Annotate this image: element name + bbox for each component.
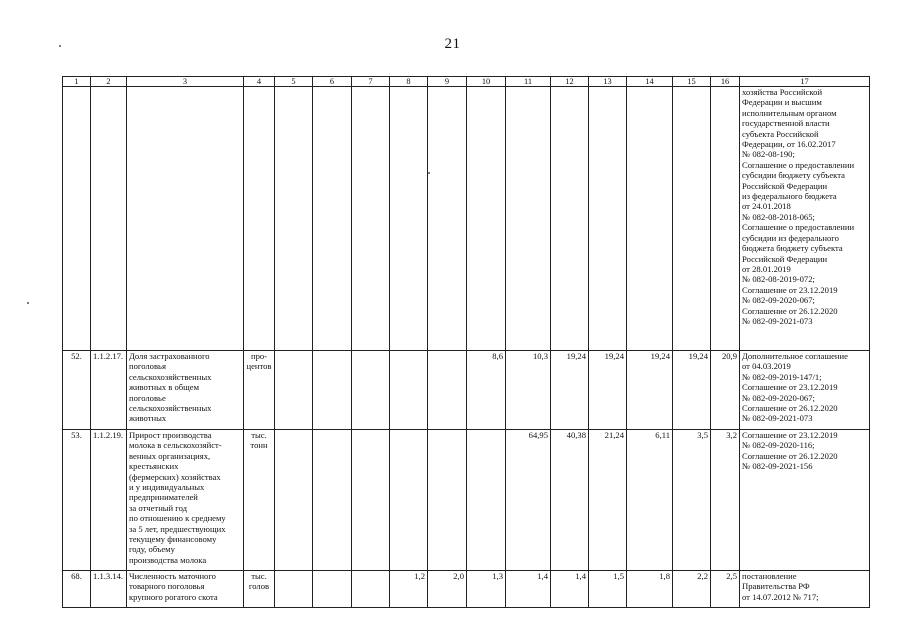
cell-basis-document: хозяйства Российской Федерации и высшим исполнительным органом государственной власти субъекта Российской Федерации, от 16.02.2017 № 082-08-190; Соглашение о предоставлении субсидии бюджету субъекта Российской Федерации из федерального бюджета от 24.01.2018 № 082-08-2018-065; Соглашение о предоставлении субсидии из федерального бюджета бюджету субъекта Российской Федерации от 28.01.2019 № 082-08-2019-072; Соглашение от 23.12.2019 № 082-09-2020-067; Соглашение от 26.12.2020 № 082-09-2021-073 [740, 87, 870, 351]
cell-value: 1,8 [627, 571, 673, 608]
cell-value [506, 87, 551, 351]
cell-value [352, 87, 390, 351]
cell-value [390, 351, 428, 430]
cell-value [275, 351, 313, 430]
cell-unit: тыс. тонн [244, 430, 275, 571]
column-number: 14 [627, 77, 673, 87]
column-number: 6 [313, 77, 352, 87]
cell-value: 1,4 [506, 571, 551, 608]
column-number: 5 [275, 77, 313, 87]
cell-value: 19,24 [627, 351, 673, 430]
column-number: 13 [589, 77, 627, 87]
scan-speck [27, 302, 29, 304]
cell-value [313, 430, 352, 571]
column-number: 12 [551, 77, 589, 87]
table-row [63, 351, 870, 430]
cell-value [711, 87, 740, 351]
cell-item-code: 1.1.2.19. [91, 430, 127, 571]
cell-value: 8,6 [467, 351, 506, 430]
column-number: 11 [506, 77, 551, 87]
cell-value [275, 430, 313, 571]
page-number: 21 [444, 36, 461, 52]
cell-value: 64,95 [506, 430, 551, 571]
column-number: 8 [390, 77, 428, 87]
cell-value [428, 351, 467, 430]
cell-value: 1,4 [551, 571, 589, 608]
cell-value [673, 87, 711, 351]
column-number: 3 [127, 77, 244, 87]
cell-value: 2,0 [428, 571, 467, 608]
cell-basis-document: постановление Правительства РФ от 14.07.2012 № 717; [740, 571, 870, 608]
table-row [63, 430, 870, 571]
cell-unit: тыс. голов [244, 571, 275, 608]
cell-value: 3,2 [711, 430, 740, 571]
cell-value: 19,24 [673, 351, 711, 430]
cell-value: 1,5 [589, 571, 627, 608]
cell-value [428, 430, 467, 571]
column-number: 9 [428, 77, 467, 87]
cell-row-number: 53. [63, 430, 91, 571]
cell-item-code [91, 87, 127, 351]
cell-value [275, 87, 313, 351]
column-number: 2 [91, 77, 127, 87]
cell-value [627, 87, 673, 351]
column-number: 4 [244, 77, 275, 87]
cell-value: 19,24 [551, 351, 589, 430]
table-row [63, 571, 870, 608]
cell-indicator-name: Численность маточного товарного поголовья крупного рогатого скота [127, 571, 244, 608]
cell-value: 21,24 [589, 430, 627, 571]
scan-speck [59, 45, 61, 47]
cell-value [390, 87, 428, 351]
cell-value [352, 351, 390, 430]
cell-value [352, 571, 390, 608]
cell-basis-document: Соглашение от 23.12.2019 № 082-09-2020-116; Соглашение от 26.12.2020 № 082-09-2021-156 [740, 430, 870, 571]
cell-value: 19,24 [589, 351, 627, 430]
cell-value [313, 87, 352, 351]
cell-value [589, 87, 627, 351]
cell-indicator-name: Прирост производства молока в сельскохозяйст- венных организациях, крестьянских (фермерских) хозяйствах и у индивидуальных предпринимателей за отчетный год по отношению к среднему за 5 лет, предшествующих текущему финансовому году, объему производства молока [127, 430, 244, 571]
column-number: 16 [711, 77, 740, 87]
cell-indicator-name: Доля застрахованного поголовья сельскохозяйственных животных в общем поголовье сельскохозяйственных животных [127, 351, 244, 430]
cell-value [467, 430, 506, 571]
column-number: 7 [352, 77, 390, 87]
cell-item-code: 1.1.2.17. [91, 351, 127, 430]
cell-value: 20,9 [711, 351, 740, 430]
cell-value: 6,11 [627, 430, 673, 571]
cell-unit: про- центов [244, 351, 275, 430]
cell-indicator-name [127, 87, 244, 351]
cell-row-number [63, 87, 91, 351]
cell-unit [244, 87, 275, 351]
cell-value: 1,3 [467, 571, 506, 608]
column-number: 10 [467, 77, 506, 87]
column-number: 15 [673, 77, 711, 87]
cell-value: 2,2 [673, 571, 711, 608]
cell-value [551, 87, 589, 351]
cell-value [313, 351, 352, 430]
cell-value [352, 430, 390, 571]
cell-value: 3,5 [673, 430, 711, 571]
cell-value [428, 87, 467, 351]
cell-value [390, 430, 428, 571]
cell-value: 1,2 [390, 571, 428, 608]
cell-value [275, 571, 313, 608]
column-number: 17 [740, 77, 870, 87]
cell-row-number: 52. [63, 351, 91, 430]
table-row [63, 87, 870, 351]
cell-value: 2,5 [711, 571, 740, 608]
cell-value: 10,3 [506, 351, 551, 430]
cell-row-number: 68. [63, 571, 91, 608]
cell-value [467, 87, 506, 351]
column-number: 1 [63, 77, 91, 87]
cell-basis-document: Дополнительное соглашение от 04.03.2019 № 082-09-2019-147/1; Соглашение от 23.12.2019 № 082-09-2020-067; Соглашение от 26.12.2020 № 082-09-2021-073 [740, 351, 870, 430]
document-table [62, 76, 870, 608]
cell-value: 40,38 [551, 430, 589, 571]
cell-item-code: 1.1.3.14. [91, 571, 127, 608]
cell-value [313, 571, 352, 608]
column-number-row [63, 77, 870, 87]
